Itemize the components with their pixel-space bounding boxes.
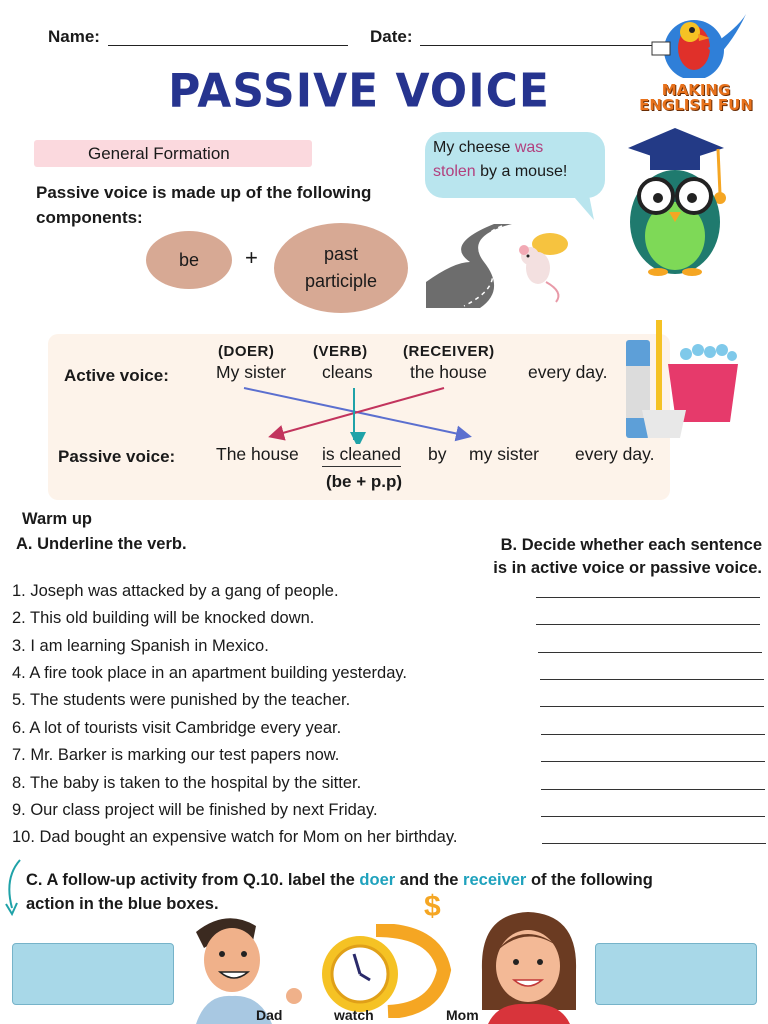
past-participle-oval	[274, 223, 408, 313]
section-c-line-2: action in the blue boxes.	[26, 895, 219, 913]
warmup-title: Warm up	[22, 510, 92, 528]
section-c-text-1: C. A follow-up activity from Q.10. label the	[26, 871, 355, 889]
active-verb: cleans	[322, 362, 373, 382]
cleaning-bucket-icon	[624, 318, 742, 444]
logo-text-1: MAKING	[661, 81, 731, 99]
answer-line-8[interactable]	[541, 789, 765, 790]
mapping-arrows	[210, 384, 480, 444]
sentence-9: 9. Our class project will be finished by next Friday.	[12, 801, 378, 819]
passive-verb: is cleaned	[322, 444, 401, 467]
road-and-mouse-icon	[424, 222, 574, 310]
answer-line-2[interactable]	[536, 624, 760, 625]
bubble-text-2: by a mouse!	[480, 163, 568, 180]
watch-label: watch	[334, 1007, 374, 1023]
section-c-text-3: of the following	[530, 871, 653, 889]
plus-sign: +	[245, 245, 258, 270]
doer-answer-box[interactable]	[12, 943, 174, 1005]
answer-line-9[interactable]	[541, 816, 765, 817]
section-c-heading	[26, 868, 756, 916]
sentence-4: 4. A fire took place in an apartment building yesterday.	[12, 664, 408, 682]
mom-figure-icon	[474, 910, 584, 1024]
passive-voice-label: Passive voice:	[58, 447, 176, 466]
brand-logo	[638, 8, 754, 114]
sentence-5: 5. The students were punished by the teacher.	[12, 691, 351, 709]
answer-line-3[interactable]	[538, 652, 762, 653]
formula-label: (be + p.p)	[326, 472, 403, 491]
section-c-text-2: and the	[399, 871, 459, 889]
active-receiver: the house	[410, 362, 487, 382]
general-formation-heading: General Formation	[34, 140, 312, 167]
passive-subject: The house	[216, 444, 299, 464]
sentence-7: 7. Mr. Barker is marking our test papers now.	[12, 746, 340, 764]
section-c-receiver: receiver	[463, 871, 527, 889]
owl-graduate-icon	[620, 124, 730, 278]
answer-line-5[interactable]	[540, 706, 764, 707]
watch-icon	[316, 924, 452, 1018]
passive-time: every day.	[575, 444, 655, 464]
sentence-3: 3. I am learning Spanish in Mexico.	[12, 637, 269, 655]
participle-text: participle	[304, 271, 378, 291]
sentence-2: 2. This old building will be knocked down.	[12, 609, 315, 627]
answer-line-10[interactable]	[542, 843, 766, 844]
passive-by: by	[428, 444, 447, 464]
sentence-8: 8. The baby is taken to the hospital by the sitter.	[12, 774, 362, 792]
active-time: every day.	[528, 362, 608, 382]
date-label: Date:	[370, 27, 413, 46]
name-field[interactable]	[108, 45, 348, 46]
sentence-1: 1. Joseph was attacked by a gang of people.	[12, 582, 339, 600]
role-receiver: (RECEIVER)	[403, 343, 495, 360]
name-label: Name:	[48, 27, 100, 46]
passive-agent: my sister	[469, 444, 539, 464]
dollar-sign: $	[424, 890, 441, 923]
speech-bubble	[425, 132, 605, 198]
answer-line-6[interactable]	[541, 734, 765, 735]
sentence-6: 6. A lot of tourists visit Cambridge every year.	[12, 719, 342, 737]
date-field[interactable]	[420, 45, 652, 46]
role-doer: (DOER)	[218, 343, 275, 360]
curved-arrow-icon	[2, 858, 24, 918]
bubble-text-1: My cheese	[433, 139, 511, 156]
section-b-heading	[493, 534, 762, 580]
bubble-verb-1: was	[514, 139, 544, 156]
mom-label: Mom	[446, 1007, 479, 1023]
role-verb: (VERB)	[313, 343, 368, 360]
answer-line-7[interactable]	[541, 761, 765, 762]
be-oval	[146, 231, 232, 289]
past-text: past	[323, 244, 359, 264]
logo-text-2: ENGLISH FUN	[639, 96, 753, 114]
dad-label: Dad	[256, 1007, 283, 1023]
dad-figure-icon	[186, 912, 306, 1024]
answer-line-4[interactable]	[540, 679, 764, 680]
be-text: be	[178, 249, 200, 270]
sentence-10: 10. Dad bought an expensive watch for Mom on her birthday.	[12, 828, 458, 846]
section-b-line-1: B. Decide whether each sentence	[500, 536, 762, 554]
receiver-answer-box[interactable]	[595, 943, 757, 1005]
receiver-arrow	[272, 388, 444, 436]
section-c-doer: doer	[359, 871, 396, 889]
section-b-line-2: is in active voice or passive voice.	[493, 559, 762, 577]
page-title: PASSIVE VOICE	[168, 64, 550, 119]
section-a-heading: A. Underline the verb.	[16, 535, 187, 553]
parrot-icon	[638, 8, 754, 78]
bubble-verb-2: stolen	[433, 163, 476, 180]
active-voice-label: Active voice:	[64, 366, 169, 385]
answer-line-1[interactable]	[536, 597, 760, 598]
active-doer: My sister	[216, 362, 286, 382]
formation-description: Passive voice is made up of the following components:	[36, 183, 372, 227]
